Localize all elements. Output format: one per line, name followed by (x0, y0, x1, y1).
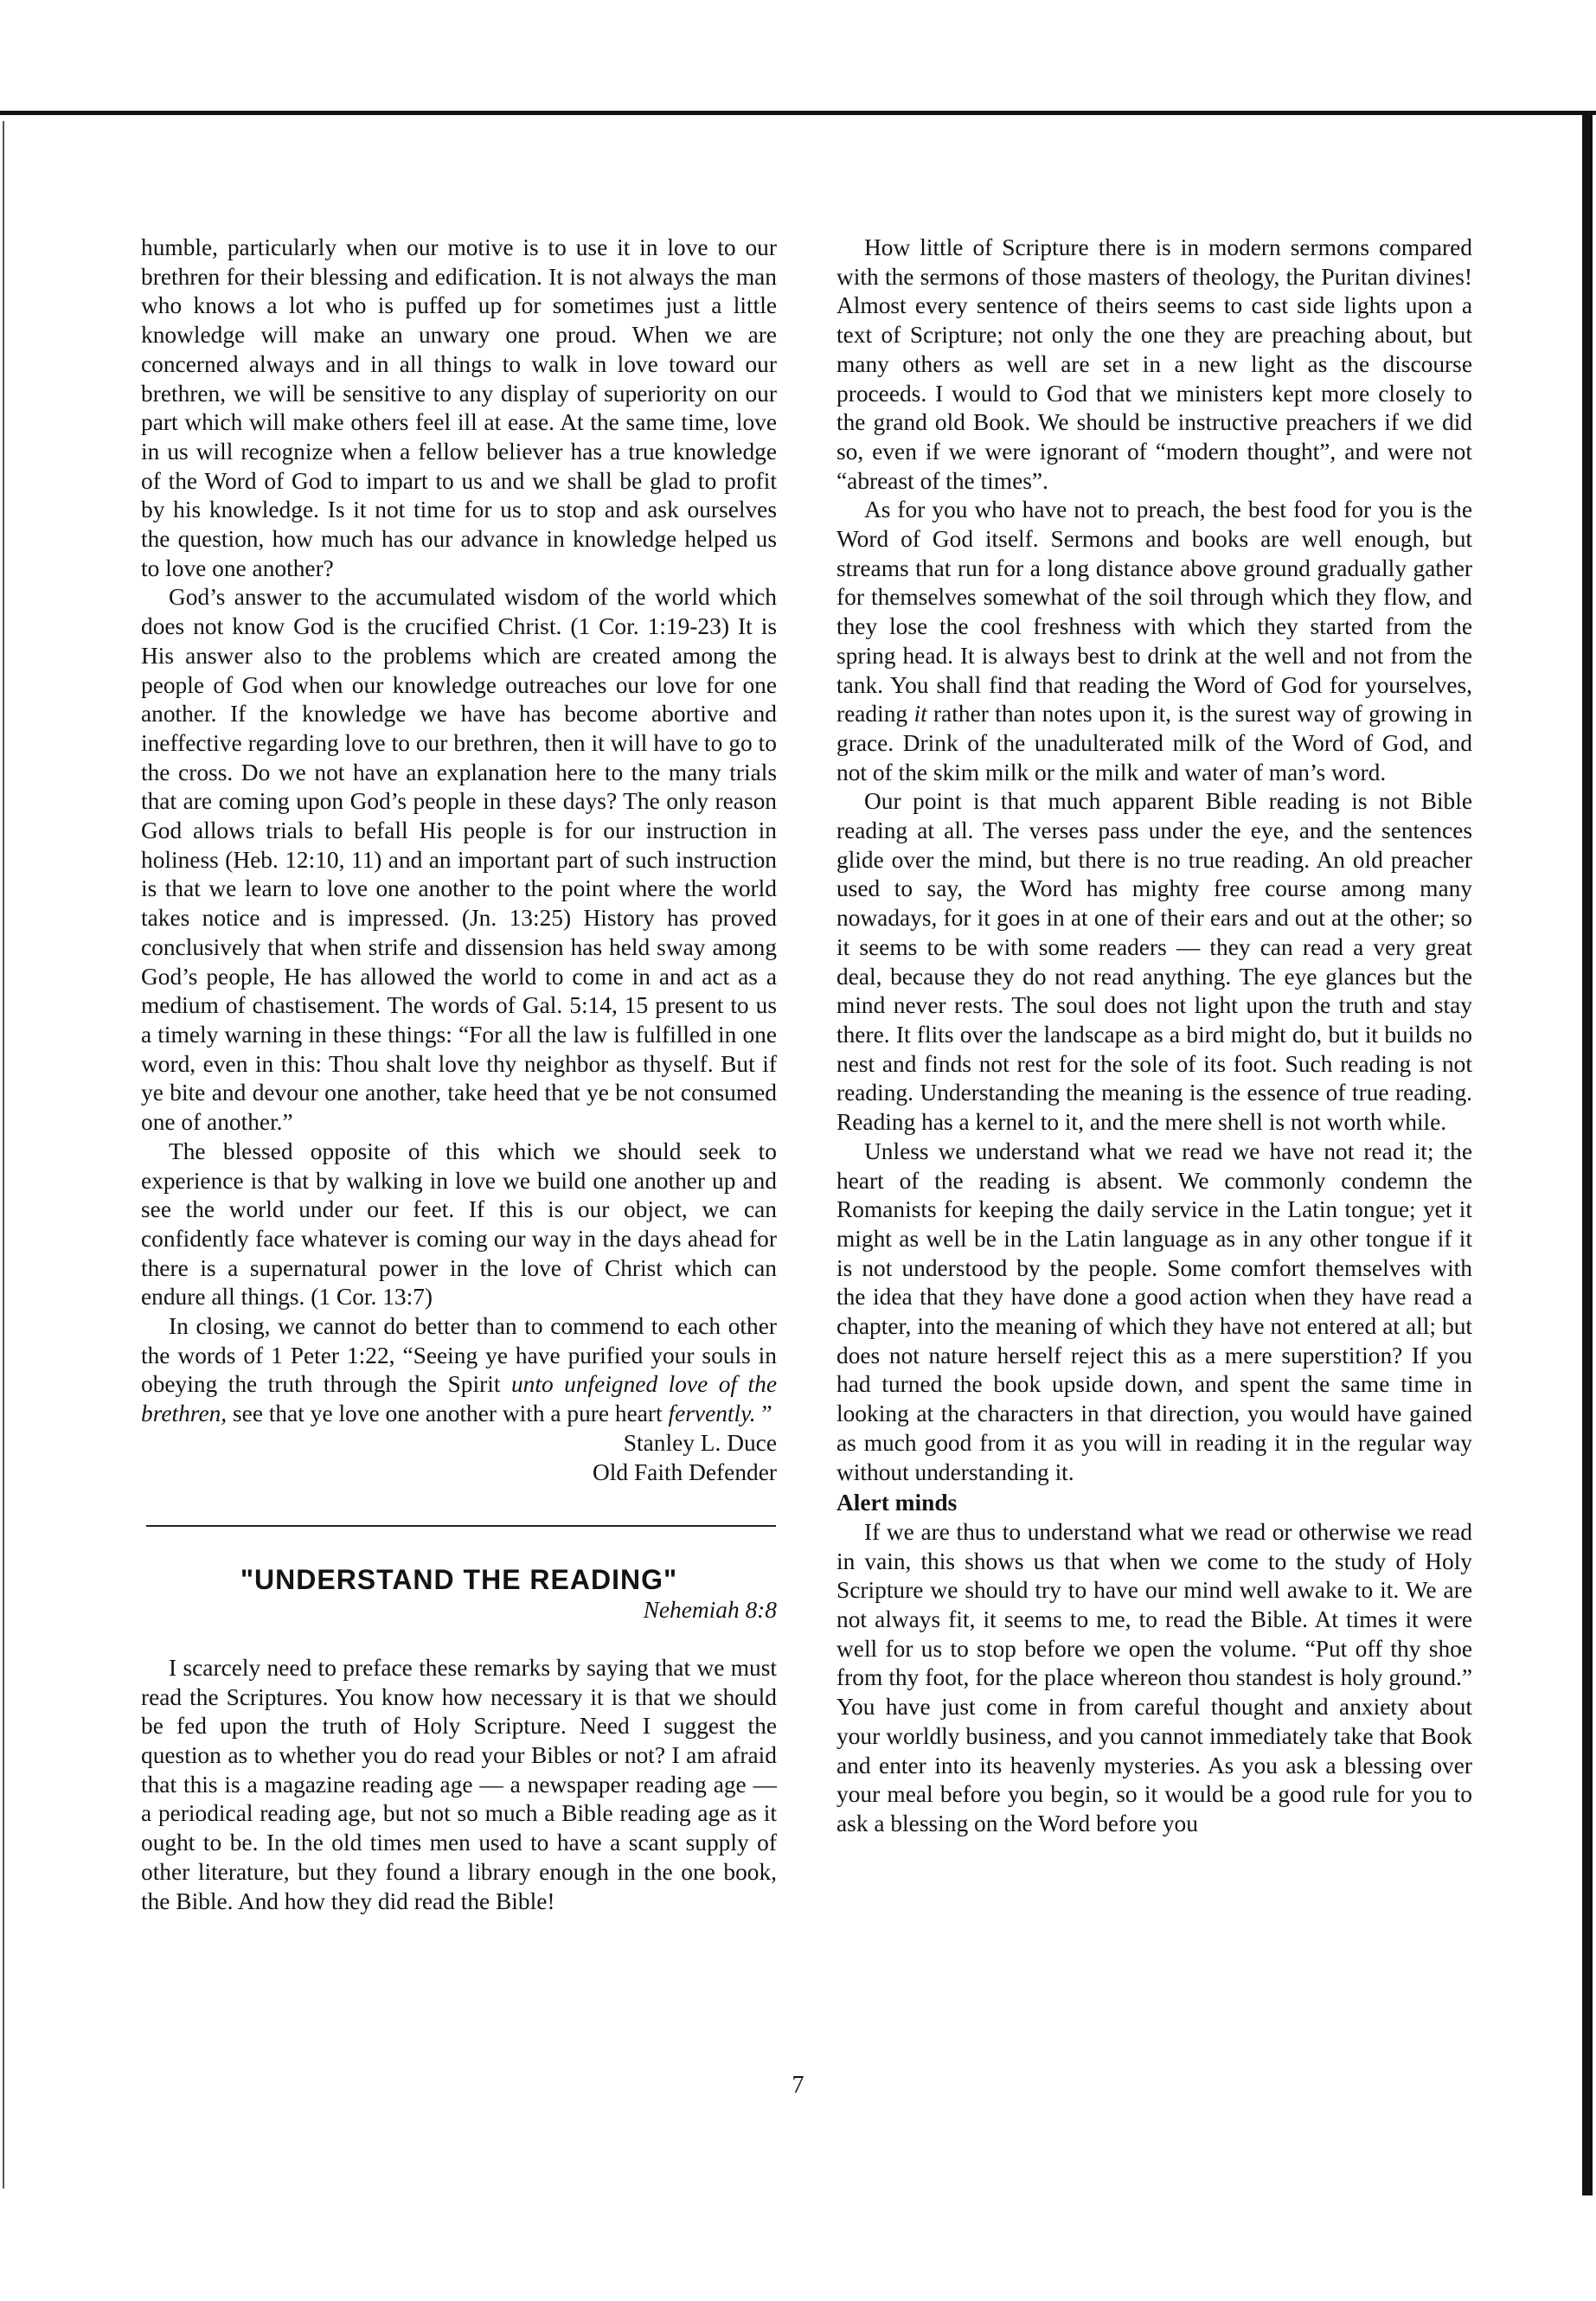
closing-italic-2: fervently. (668, 1400, 756, 1427)
article-title: "UNDERSTAND THE READING" (240, 1564, 678, 1596)
closing-text-end: ” (755, 1400, 772, 1427)
right-paragraph-5: If we are thus to understand what we read or otherwise we read in vain, this shows us that when we come to the study of Holy Scripture we should try to have our mind well awake to it. We are not always fit, it seems to me, to read the Bible. At times it were well for us to stop before we open the volume. “Put off thy shoe from thy foot, for the place whereon thou standest is holy ground.” You have just come in from careful thought and anxiety about your worldly business, and you cannot immediately take that Book and enter into its heavenly mysteries. As you ask a blessing over your meal before you begin, so it would be a good rule for you to ask a blessing on the Word before you (836, 1518, 1472, 1836)
closing-italic-1: unto unfeigned love of the brethren, (141, 1371, 777, 1427)
left-column (141, 234, 777, 1916)
article-reference: Nehemiah 8:8 (643, 1597, 777, 1624)
subheading-alert-minds: Alert minds (836, 1490, 958, 1516)
closing-text-start: In closing, we cannot do better than to commend to each other the words of 1 Peter 1:22, “Seeing ye have purified your souls in obeying the truth through the Spirit (141, 1313, 777, 1398)
signature-source: Old Faith Defender (593, 1458, 777, 1485)
food-text-end: rather than notes upon it, is the surest way of growing in grace. Drink of the unadulterated milk of the Word of God, and not of the skim milk or the milk and water of man’s word. (836, 701, 1472, 785)
right-paragraph-4: Unless we understand what we read we have not read it; the heart of the reading is absent. We commonly condemn the Romanists for keeping the daily service in the Latin tongue; yet it might as well be in the Latin language as in any other tongue if it is not understood by the people. Some comfort themselves with the idea that they have done a good action when they have read a chapter, into the meaning of which they have not entered at all; but does not nature herself reject this as a mere superstition? If you had turned the book upside down, and spent the same time in looking at the characters in that direction, you would have gained as much good from it as you will in reading it in the regular way without understanding it. (836, 1138, 1472, 1485)
section-divider (146, 1525, 776, 1527)
signature-name: Stanley L. Duce (623, 1429, 777, 1456)
right-margin-bar (1582, 111, 1593, 2195)
top-border-rule (0, 111, 1596, 115)
right-column (836, 234, 1472, 1839)
food-text-start: As for you who have not to preach, the best food for you is the Word of God itself. Sermons and books are well enough, but streams that run for a long distance above ground gradually gather for themselves somewhat of the soil through which they flow, and they lose the cool freshness with which they started from the spring head. It is always best to drink at the well and not from the tank. You shall find that reading the Word of God for yourselves, reading (836, 497, 1472, 727)
closing-text-mid: see that ye love one another with a pure heart (227, 1400, 669, 1427)
right-paragraph-2 (836, 496, 1472, 787)
page-number: 7 (792, 2072, 804, 2099)
food-italic: it (913, 701, 927, 727)
left-page-edge (3, 121, 4, 2189)
left-paragraph-5: I scarcely need to preface these remarks by saying that we must read the Scriptures. You know how necessary it is that we should be fed upon the truth of Holy Scripture. Need I suggest the question as to whether you do read your Bibles or not? I am afraid that this is a magazine reading age — a newspaper reading age — a periodical reading age, but not so much a Bible reading age as it ought to be. In the old times men used to have a scant supply of other literature, but they found a library enough in the one book, the Bible. And how they did read the Bible! (141, 1654, 777, 1914)
left-paragraph-4 (141, 1312, 777, 1429)
left-paragraph-3: The blessed opposite of this which we should seek to experience is that by walking in love we build one another up and see the world under our feet. If this is our object, we can confidently face whatever is coming our way in the days ahead for there is a supernatural power in the love of Christ which can endure all things. (1 Cor. 13:7) (141, 1138, 777, 1311)
left-paragraph-1: humble, particularly when our motive is to use it in love to our brethren for their blessing and edification. It is not always the man who knows a lot who is puffed up for sometimes just a little knowledge will make an unwary one proud. When we are concerned always and in all things to walk in love toward our brethren, we will be sensitive to any display of superiority on our part which will make others feel ill at ease. At the same time, love in us will recognize when a fellow believer has a true knowledge of the Word of God to impart to us and we shall be glad to profit by his knowledge. Is it not time for us to stop and ask ourselves the question, how much has our advance in knowledge helped us to love one another? (141, 234, 777, 581)
right-paragraph-3: Our point is that much apparent Bible reading is not Bible reading at all. The verses pass under the eye, and the sentences glide over the mind, but there is no true reading. An old preacher used to say, the Word has mighty free course among many nowadays, for it goes in at one of their ears and out at the other; so it seems to be with some readers — they can read a very great deal, because they do not read anything. The eye glances but the mind never rests. The soul does not light upon the truth and stay there. It flits over the landscape as a bird might do, but it builds no nest and finds not rest for the sole of its foot. Such reading is not reading. Understanding the meaning is the essence of true reading. Reading has a kernel to it, and the mere shell is not worth while. (836, 788, 1472, 1136)
left-paragraph-2: God’s answer to the accumulated wisdom of the world which does not know God is the crucified Christ. (1 Cor. 1:19-23) It is His answer also to the problems which are created among the people of God when our knowledge outreaches our love for one another. If the knowledge we have has become abortive and ineffective regarding love to our brethren, then it will have to go to the cross. Do we not have an explanation here to the many trials that are coming upon God’s people in these days? The only reason God allows trials to befall His people is for our instruction in holiness (Heb. 12:10, 11) and an important part of such instruction is that we learn to love one another to the point where the world takes notice and is impressed. (Jn. 13:25) History has proved conclusively that when strife and dissension has held sway among God’s people, He has allowed the world to come in and act as a medium of chastisement. The words of Gal. 5:14, 15 present to us a timely warning in these things: “For all the law is fulfilled in one word, even in this: Thou shalt love thy neighbor as thyself. But if ye bite and devour one another, take heed that ye be not consumed one of another.” (141, 584, 777, 1136)
right-paragraph-1: How little of Scripture there is in modern sermons compared with the sermons of those masters of theology, the Puritan divines! Almost every sentence of theirs seems to cast side lights upon a text of Scripture; not only the one they are preaching about, but many others as well are set in a new light as the discourse proceeds. I would to God that we ministers kept more closely to the grand old Book. We should be instructive preachers if we did so, even if we were ignorant of “modern thought”, and were not “abreast of the times”. (836, 234, 1472, 494)
